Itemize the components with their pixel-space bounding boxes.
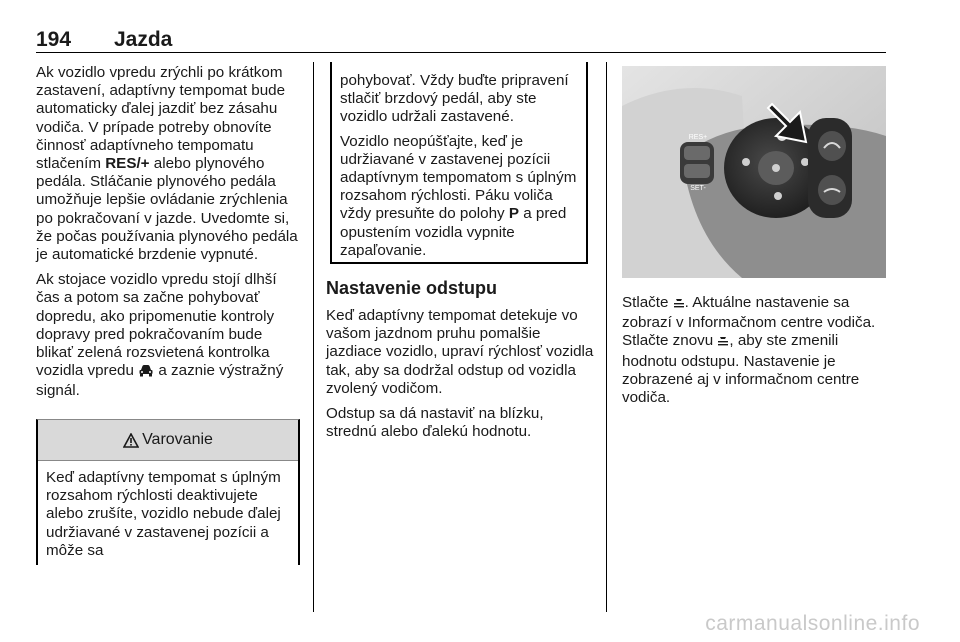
- section-title: Jazda: [114, 28, 173, 51]
- header-rule: [36, 52, 886, 53]
- vehicle-ahead-icon: [138, 364, 154, 382]
- warning-text: Keď adaptívny tempomat s úplným rozsahom rýchlosti deaktivujete alebo zrušíte, vozidlo nebude ďalej udržiavané v zastavenej pozícii a môže sa: [46, 469, 281, 559]
- page-number: 194: [36, 28, 72, 51]
- steering-wheel-photo: [622, 66, 886, 278]
- warning-continued-box: [330, 62, 588, 264]
- paragraph-gap-1: Keď adaptívny tempomat detekuje vo vašom jazdnom pruhu pomalšie jazdiace vozidlo, upraví rýchlosť vozidla tak, aby sa dodržal odstup od vozidla zvolený vodičom.: [326, 307, 594, 397]
- warning-box: [36, 419, 300, 565]
- gear-p-label: P: [508, 205, 519, 223]
- paragraph-vehicle-ahead: Ak stojace vozidlo vpredu stojí dlhší čas a potom sa začne pohybovať dopredu, ako pripomenutie kontroly dopravy pred pokračovaním bude blikať zelená rozsvietená kontrolka vozidla vpredu a zaznie výstražný signál.: [36, 271, 284, 400]
- res-button-label: RES+: [688, 134, 708, 141]
- gap-setting-icon: [673, 296, 685, 314]
- warning-header: [38, 420, 298, 461]
- gap-setting-icon: [717, 334, 729, 352]
- warning-title: Varovanie: [142, 431, 213, 448]
- warning-triangle-icon: [123, 433, 139, 448]
- paragraph-gap-2: Odstup sa dá nastaviť na blízku, strednú alebo ďalekú hodnotu.: [326, 405, 544, 441]
- warning-continued-p1: pohybovať. Vždy buďte pripravení stlačiť brzdový pedál, aby ste vozidlo udržali zastavené.: [340, 72, 569, 126]
- set-button-label: SET-: [690, 185, 706, 192]
- watermark: carmanualsonline.info: [705, 612, 920, 635]
- column-3-body: Stlačte . Aktuálne nastavenie sa zobrazí v Informačnom centre vodiča. Stlačte znovu , aby ste zmenili hodnotu odstupu. Nastavenie je zobrazené aj v informačnom centre vodiča.: [622, 294, 876, 407]
- res-label: RES/+: [105, 155, 150, 173]
- warning-continued-p2: Vozidlo neopúšťajte, keď je udržiavané v zastavenej pozícii adaptívnym tempomatom s úplným rozsahom rýchlosti. Páku voliča vždy presuňte do polohy P a pred opustením vozidla vypnite zapaľovanie.: [340, 132, 577, 259]
- column-divider-2: [606, 62, 607, 612]
- paragraph-resume: Ak vozidlo vpredu zrýchli po krátkom zastavení, adaptívny tempomat bude automaticky ďalej jazdiť bez zásahu vodiča. V prípade potreby obnovíte činnosť adaptívneho tempomatu stlačením RES/+ alebo plynového pedála. Stláčanie plynového pedála umožňuje lepšie ovládanie zrýchlenia po pokračovaní v jazde. Uvedomte si, že počas používania plynového pedála je automatické brzdenie vypnuté.: [36, 64, 298, 264]
- column-2-body: [326, 307, 596, 448]
- section-heading-gap: Nastavenie odstupu: [326, 278, 498, 298]
- page-header: [36, 28, 886, 52]
- column-divider-1: [313, 62, 314, 612]
- column-1: [36, 64, 301, 408]
